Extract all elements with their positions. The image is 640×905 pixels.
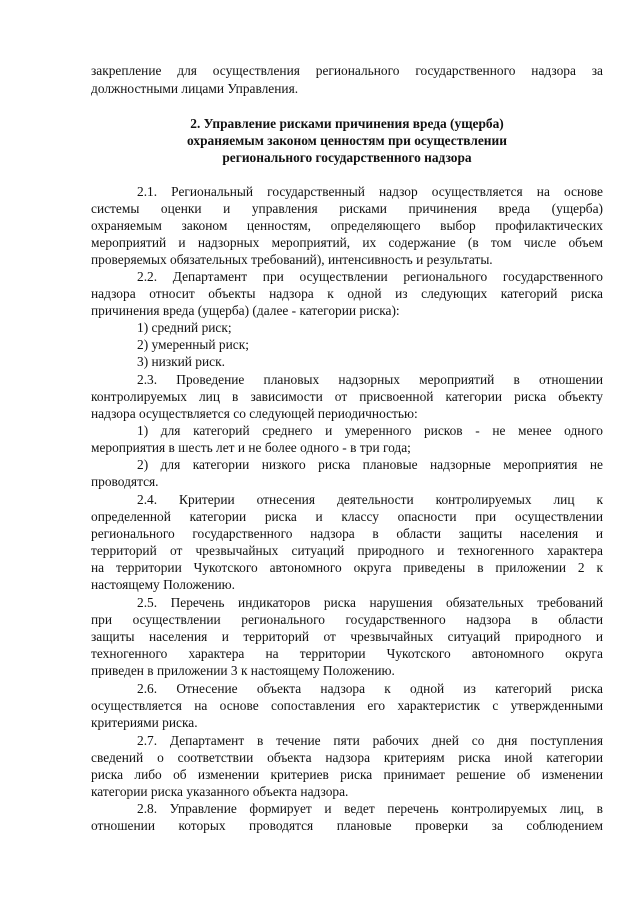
text-line: контролируемых лиц в зависимости от присвоенной категории риска объекту (91, 389, 603, 404)
text-line: должностными лицами Управления. (91, 81, 299, 96)
section-heading-line: охраняемым законом ценностям при осуществлении (187, 133, 507, 148)
text-line: закрепление для осуществления регионального государственного надзора за (91, 63, 603, 78)
text-line: на территории Чукотского автономного округа приведены в приложении 2 к (91, 560, 603, 575)
text-line: категории риска указанного объекта надзора. (91, 784, 349, 799)
list-item: 3) низкий риск. (137, 354, 225, 369)
text-line: охраняемым законом ценностям, определяющего выбор профилактических (91, 218, 603, 233)
paragraph-2-3: 2.3. Проведение плановых надзорных мероприятий в отношении (137, 372, 603, 387)
text-line: мероприятий и надзорных мероприятий, их содержание (в том числе объем (91, 235, 603, 250)
text-line: сведений о соответствии объекта надзора критериям риска иной категории (91, 750, 603, 765)
text-line: причинения вреда (ущерба) (далее - категории риска): (91, 303, 400, 318)
text-line: защиты населения и территорий от чрезвычайных ситуаций природного и (91, 629, 603, 644)
text-line: при осуществлении регионального государственного надзора в области (91, 612, 603, 627)
paragraph-2-7: 2.7. Департамент в течение пяти рабочих дней со дня поступления (137, 733, 603, 748)
section-heading-line: регионального государственного надзора (222, 150, 472, 165)
list-item: 1) средний риск; (137, 320, 232, 335)
list-item: 1) для категорий среднего и умеренного рисков - не менее одного (137, 423, 603, 438)
text-line: системы оценки и управления рисками причинения вреда (ущерба) (91, 201, 603, 216)
text-line: проводятся. (91, 474, 159, 489)
text-line: территорий от чрезвычайных ситуаций природного и техногенного характера (91, 543, 603, 558)
text-line: мероприятия в шесть лет и не более одного - в три года; (91, 440, 411, 455)
paragraph-2-4: 2.4. Критерии отнесения деятельности контролируемых лиц к (137, 492, 603, 507)
text-line: надзора осуществляется со следующей периодичностью: (91, 406, 418, 421)
text-line: риска либо об изменении критериев риска принимает решение об изменении (91, 767, 603, 782)
paragraph-2-1: 2.1. Региональный государственный надзор осуществляется на основе (137, 184, 603, 199)
paragraph-2-5: 2.5. Перечень индикаторов риска нарушения обязательных требований (137, 595, 603, 610)
text-line: регионального государственного надзора в области защиты населения и (91, 526, 603, 541)
text-line: надзора относит объекты надзора к одной из следующих категорий риска (91, 286, 603, 301)
section-heading-line: 2. Управление рисками причинения вреда (ущерба) (190, 116, 504, 131)
text-line: критериями риска. (91, 715, 198, 730)
text-line: настоящему Положению. (91, 577, 236, 592)
paragraph-2-6: 2.6. Отнесение объекта надзора к одной из категорий риска (137, 681, 603, 696)
list-item: 2) умеренный риск; (137, 337, 249, 352)
text-line: техногенного характера на территории Чукотского автономного округа (91, 646, 603, 661)
text-line: осуществляется на основе сопоставления его характеристик с утвержденными (91, 698, 603, 713)
text-line: приведен в приложении 3 к настоящему Положению. (91, 663, 395, 678)
text-line: определенной категории риска и классу опасности при осуществлении (91, 509, 603, 524)
list-item: 2) для категории низкого риска плановые надзорные мероприятия не (137, 457, 603, 472)
paragraph-2-8: 2.8. Управление формирует и ведет перечень контролируемых лиц, в (137, 801, 603, 816)
text-line: отношении которых проводятся плановые проверки за соблюдением (91, 818, 603, 833)
paragraph-2-2: 2.2. Департамент при осуществлении регионального государственного (137, 269, 603, 284)
text-line: проверяемых обязательных требований), интенсивность и результаты. (91, 252, 493, 267)
